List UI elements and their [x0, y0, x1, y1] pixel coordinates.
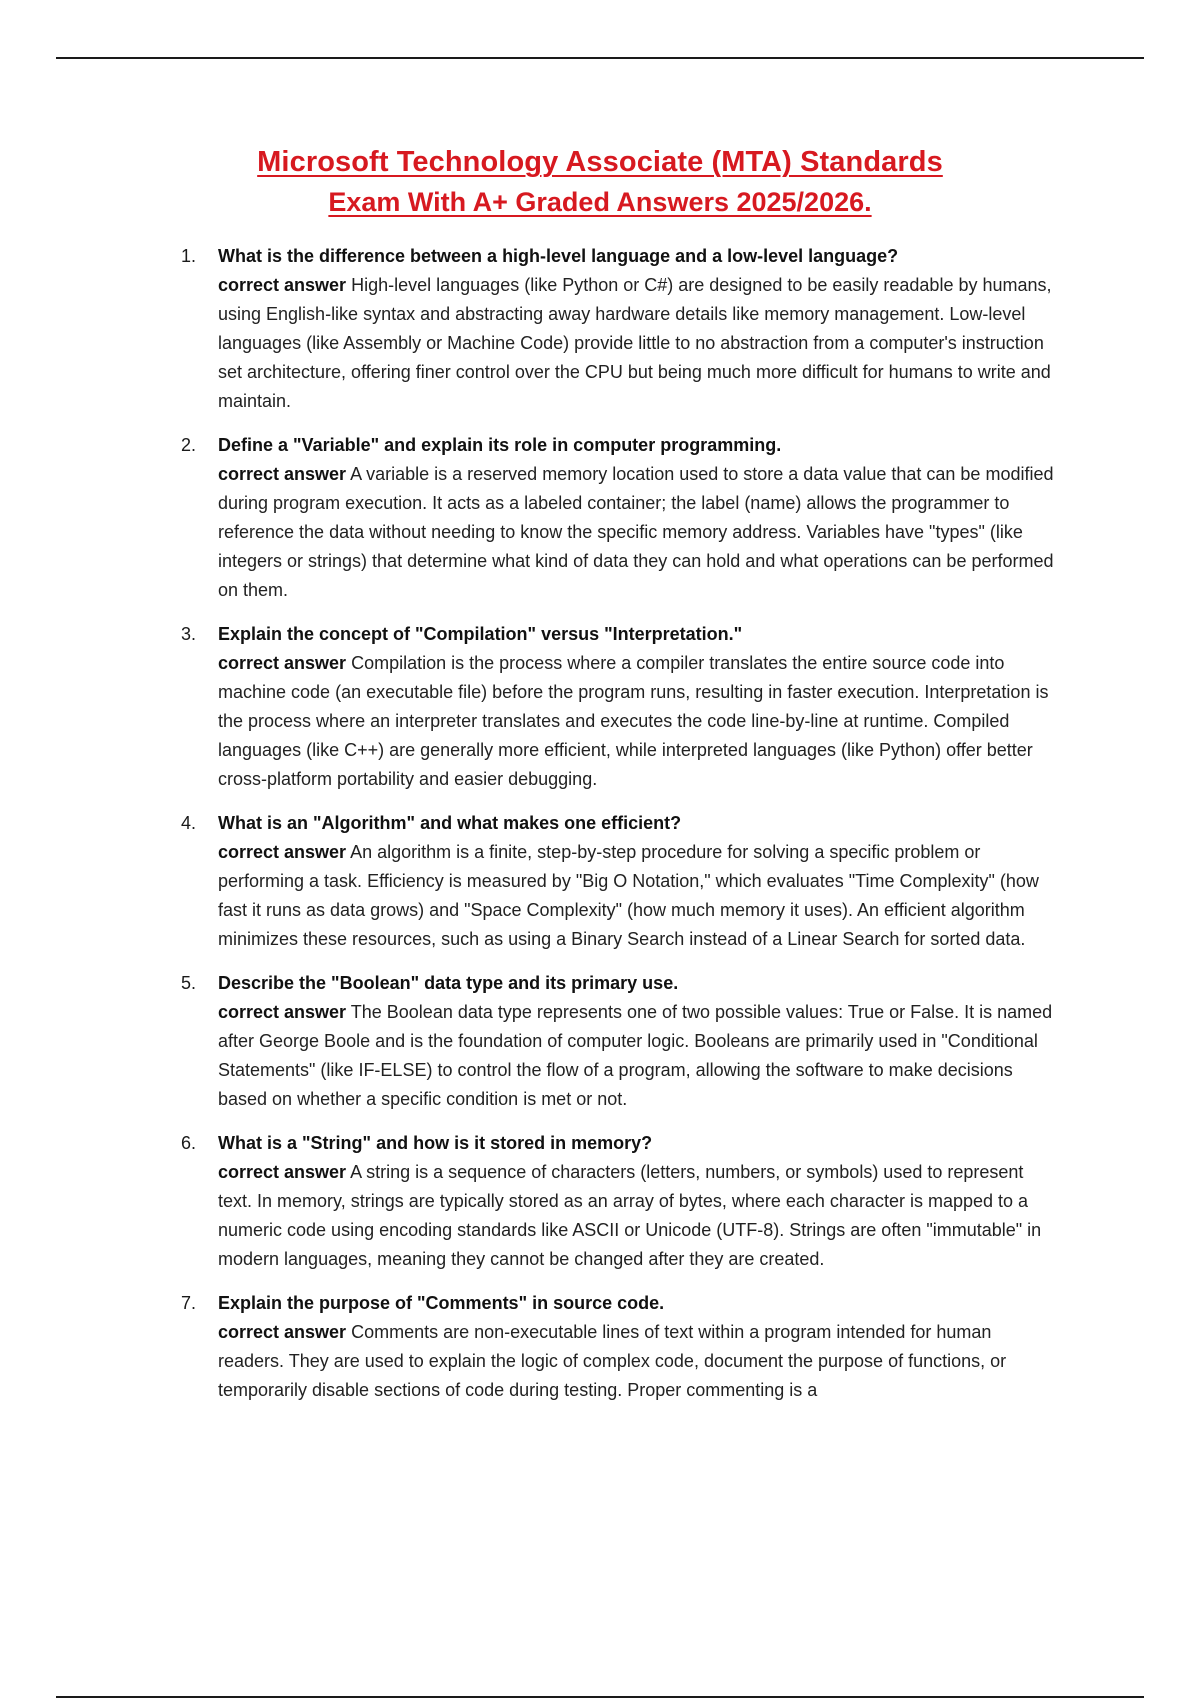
answer-text: Compilation is the process where a compiler translates the entire source code into machine code (an executable file) before the program runs, resulting in faster execution. Interpretation is the process where an interpreter translates and executes the code line-by-line at runtime. Compiled languages (like C++) are generally more efficient, while interpreted languages (like Python) offer better cross-platform portability and easier debugging. [218, 653, 1049, 789]
question-text: Describe the "Boolean" data type and its primary use. [218, 973, 679, 993]
title-line-2: Exam With A+ Graded Answers 2025/2026. [328, 187, 872, 217]
answer-label: correct answer [218, 842, 347, 862]
question-body [218, 1289, 1060, 1405]
answer-text: Comments are non-executable lines of text within a program intended for human readers. They are used to explain the logic of complex code, document the purpose of functions, or temporarily disable sections of code during testing. Proper commenting is a [218, 1322, 1007, 1400]
answer-block [218, 460, 1060, 605]
answer-text: A string is a sequence of characters (letters, numbers, or symbols) used to represent text. In memory, strings are typically stored as an array of bytes, where each character is mapped to a numeric code using encoding standards like ASCII or Unicode (UTF-8). Strings are often "immutable" in modern languages, meaning they cannot be changed after they are created. [218, 1162, 1042, 1269]
document-title [0, 146, 1200, 218]
answer-text: The Boolean data type represents one of two possible values: True or False. It is named after George Boole and is the foundation of computer logic. Booleans are primarily used in "Conditional Statements" (like IF-ELSE) to control the flow of a program, allowing the software to make decisions based on whether a specific condition is met or not. [218, 1002, 1053, 1109]
answer-block [218, 1158, 1060, 1274]
question-text: What is an "Algorithm" and what makes one efficient? [218, 813, 682, 833]
question-number: 1. [181, 246, 197, 266]
question-item [0, 620, 1200, 794]
answer-text: High-level languages (like Python or C#) are designed to be easily readable by humans, using English-like syntax and abstracting away hardware details like memory management. Low-level languages (like Assembly or Machine Code) provide little to no abstraction from a computer's instruction set architecture, offering finer control over the CPU but being much more difficult for humans to write and maintain. [218, 275, 1052, 411]
question-number: 3. [181, 624, 197, 644]
question-number: 7. [181, 1293, 197, 1313]
question-text: What is a "String" and how is it stored in memory? [218, 1133, 653, 1153]
question-item [0, 809, 1200, 954]
question-body [218, 620, 1060, 794]
question-number: 5. [181, 973, 197, 993]
answer-text: An algorithm is a finite, step-by-step procedure for solving a specific problem or performing a task. Efficiency is measured by "Big O Notation," which evaluates "Time Complexity" (how fast it runs as data grows) and "Space Complexity" (how much memory it uses). An efficient algorithm minimizes these resources, such as using a Binary Search instead of a Linear Search for sorted data. [218, 842, 1039, 949]
answer-text: A variable is a reserved memory location used to store a data value that can be modified during program execution. It acts as a labeled container; the label (name) allows the programmer to reference the data without needing to know the specific memory address. Variables have "types" (like integers or strings) that determine what kind of data they can hold and what operations can be performed on them. [218, 464, 1054, 600]
question-text: Explain the concept of "Compilation" versus "Interpretation." [218, 624, 743, 644]
question-number: 2. [181, 435, 197, 455]
question-body [218, 431, 1060, 605]
question-item [0, 242, 1200, 416]
answer-label: correct answer [218, 653, 347, 673]
bottom-rule [56, 1696, 1144, 1698]
answer-block [218, 649, 1060, 794]
answer-label: correct answer [218, 1322, 347, 1342]
answer-block [218, 998, 1060, 1114]
top-rule [56, 57, 1144, 59]
question-text: Explain the purpose of "Comments" in source code. [218, 1293, 665, 1313]
question-number: 6. [181, 1133, 197, 1153]
question-number: 4. [181, 813, 197, 833]
answer-block [218, 271, 1060, 416]
question-body [218, 969, 1060, 1114]
question-text: Define a "Variable" and explain its role in computer programming. [218, 435, 782, 455]
answer-label: correct answer [218, 275, 347, 295]
title-line-1: Microsoft Technology Associate (MTA) Standards [257, 146, 943, 178]
question-item [0, 431, 1200, 605]
question-body [218, 1129, 1060, 1274]
answer-label: correct answer [218, 1162, 347, 1182]
answer-label: correct answer [218, 1002, 347, 1022]
answer-label: correct answer [218, 464, 347, 484]
question-list [0, 242, 1200, 1420]
question-body [218, 242, 1060, 416]
question-text: What is the difference between a high-level language and a low-level language? [218, 246, 899, 266]
question-item [0, 969, 1200, 1114]
answer-block [218, 1318, 1060, 1405]
answer-block [218, 838, 1060, 954]
question-body [218, 809, 1060, 954]
question-item [0, 1289, 1200, 1405]
question-item [0, 1129, 1200, 1274]
